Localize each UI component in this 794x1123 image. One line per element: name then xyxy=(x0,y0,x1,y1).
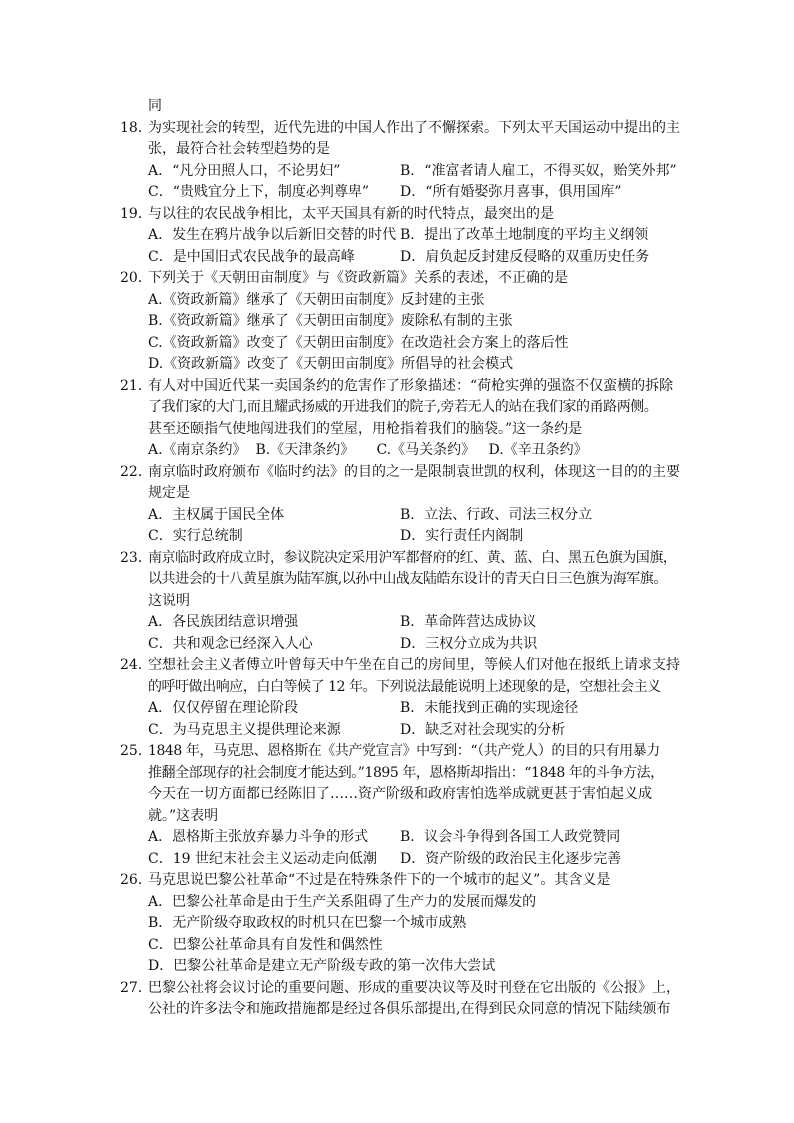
answer-option: D．资产阶级的政治民主化逐步完善 xyxy=(400,850,622,867)
question-stem-line: 下列关于《天朝田亩制度》与《资政新篇》关系的表述，不正确的是 xyxy=(148,270,568,286)
prev-question-tail: 同 xyxy=(148,98,162,114)
question-number: 23． xyxy=(120,549,152,566)
question-number: 20． xyxy=(120,270,152,286)
answer-option: C．是中国旧式农民战争的最高峰 xyxy=(148,248,355,265)
answer-option: C.《资政新篇》改变了《天朝田亩制度》在改造社会方案上的落后性 xyxy=(148,334,569,351)
question-stem-line: 为实现社会的转型，近代先进的中国人作出了不懈探索。下列太平天国运动中提出的主 xyxy=(148,119,680,136)
question-number: 26． xyxy=(120,872,152,888)
question-stem-line: 马克思说巴黎公社革命“不过是在特殊条件下的一个城市的起义”。其含义是 xyxy=(148,872,611,888)
answer-option: A．各民族团结意识增强 xyxy=(148,614,299,630)
answer-option: A.《南京条约》 B.《天津条约》 C.《马关条约》 D.《辛丑条约》 xyxy=(148,442,588,458)
question-stem-line: 的呼吁做出响应，白白等候了 12 年。下列说法最能说明上述现象的是，空想社会主义 xyxy=(148,678,661,695)
question-stem-line: 就。”这表明 xyxy=(148,807,219,824)
question-stem-line: 南京临时政府颁布《临时约法》的目的之一是限制袁世凯的权利，体现这一目的的主要 xyxy=(148,463,680,480)
question-stem-line: 有人对中国近代某一卖国条约的危害作了形象描述：“荷枪实弹的强盗不仅蛮横的拆除 xyxy=(148,377,674,394)
question-number: 18． xyxy=(120,119,152,136)
answer-option: A．巴黎公社革命是由于生产关系阻碍了生产力的发展而爆发的 xyxy=(148,893,537,910)
answer-option: D．巴黎公社革命是建立无产阶级专政的第一次伟大尝试 xyxy=(148,958,496,974)
answer-option: D．肩负起反封建反侵略的双重历史任务 xyxy=(400,248,650,265)
answer-option: A．仅仅停留在理论阶段 xyxy=(148,700,299,716)
answer-option: C．实行总统制 xyxy=(148,528,243,544)
question-number: 19． xyxy=(120,205,152,222)
answer-option: D．实行责任内阁制 xyxy=(400,528,524,544)
answer-option: C．“贵贱宜分上下，制度必判尊卑” xyxy=(148,184,370,200)
question-stem-line: 张，最符合社会转型趋势的是 xyxy=(148,141,330,157)
question-stem-line: 巴黎公社将会议讨论的重要问题、形成的重要决议等及时刊登在它出版的《公报》上， xyxy=(148,979,680,996)
question-stem-line: 1848 年，马克思、恩格斯在《共产党宣言》中写到：“（共产党人）的目的只有用暴力 xyxy=(148,743,660,759)
answer-option: B．议会斗争得到各国工人政党赞同 xyxy=(400,829,621,845)
answer-option: B．无产阶级夺取政权的时机只在巴黎一个城市成熟 xyxy=(148,915,467,931)
question-stem-line: 与以往的农民战争相比，太平天国具有新的时代特点，最突出的是 xyxy=(148,205,554,222)
answer-option: A．“凡分田照人口，不论男妇” xyxy=(148,162,341,179)
question-number: 22． xyxy=(120,463,152,480)
answer-option: D.《资政新篇》改变了《天朝田亩制度》所倡导的社会模式 xyxy=(148,356,514,372)
question-stem-line: 以共进会的十八黄星旗为陆军旗,以孙中山战友陆皓东设计的青天白日三色旗为海军旗。 xyxy=(148,571,667,587)
answer-option: A.《资政新篇》继承了《天朝田亩制度》反封建的主张 xyxy=(148,291,485,308)
answer-option: C．为马克思主义提供理论来源 xyxy=(148,721,341,738)
question-stem-line: 这说明 xyxy=(148,592,190,609)
answer-option: A．主权属于国民全体 xyxy=(148,506,285,523)
question-stem-line: 今天在一切方面都已经陈旧了……资产阶级和政府害怕选举成就更甚于害怕起义成 xyxy=(148,786,652,802)
answer-option: B．革命阵营达成协议 xyxy=(400,614,537,630)
answer-option: D．缺乏对社会现实的分析 xyxy=(400,721,566,738)
question-number: 25． xyxy=(120,743,152,759)
question-stem-line: 了我们家的大门,而且耀武扬威的开进我们的院子,旁若无人的站在我们家的甬路两侧。 xyxy=(148,399,658,415)
answer-option: C．巴黎公社革命具有自发性和偶然性 xyxy=(148,936,383,953)
question-stem-line: 规定是 xyxy=(148,485,190,501)
question-stem-line: 空想社会主义者傅立叶曾每天中午坐在自己的房间里，等候人们对他在报纸上请求支持 xyxy=(148,657,680,673)
answer-option: B．“准富者请人雇工，不得买奴，贻笑外邦” xyxy=(400,162,677,179)
question-number: 24． xyxy=(120,657,152,673)
answer-option: B.《资政新篇》继承了《天朝田亩制度》废除私有制的主张 xyxy=(148,313,513,329)
answer-option: B．未能找到正确的实现途径 xyxy=(400,700,579,716)
question-stem-line: 甚至还颐指气使地闯进我们的堂屋，用枪指着我们的脑袋。”这一条约是 xyxy=(148,420,583,437)
answer-option: B．立法、行政、司法三权分立 xyxy=(400,506,593,523)
question-stem-line: 南京临时政府成立时，参议院决定采用沪军都督府的红、黄、蓝、白、黑五色旗为国旗， xyxy=(148,549,677,566)
question-stem-line: 公社的许多法令和施政措施都是经过各俱乐部提出,在得到民众同意的情况下陆续颁布 xyxy=(148,1001,671,1017)
question-number: 21． xyxy=(120,377,152,394)
answer-option: B．提出了改革土地制度的平均主义纲领 xyxy=(400,227,649,243)
question-number: 27． xyxy=(120,979,152,996)
question-stem-line: 推翻全部现存的社会制度才能达到。”1895 年，恩格斯却指出：“1848 年的斗争方法， xyxy=(148,764,664,781)
answer-option: A．恩格斯主张放弃暴力斗争的形式 xyxy=(148,829,369,845)
answer-option: D．“所有婚娶弥月喜事，俱用国库” xyxy=(400,184,622,200)
answer-option: C．19 世纪末社会主义运动走向低潮 xyxy=(148,850,377,867)
answer-option: D．三权分立成为共识 xyxy=(400,635,538,652)
answer-option: C．共和观念已经深入人心 xyxy=(148,635,313,652)
answer-option: A．发生在鸦片战争以后新旧交替的时代 xyxy=(148,227,397,243)
